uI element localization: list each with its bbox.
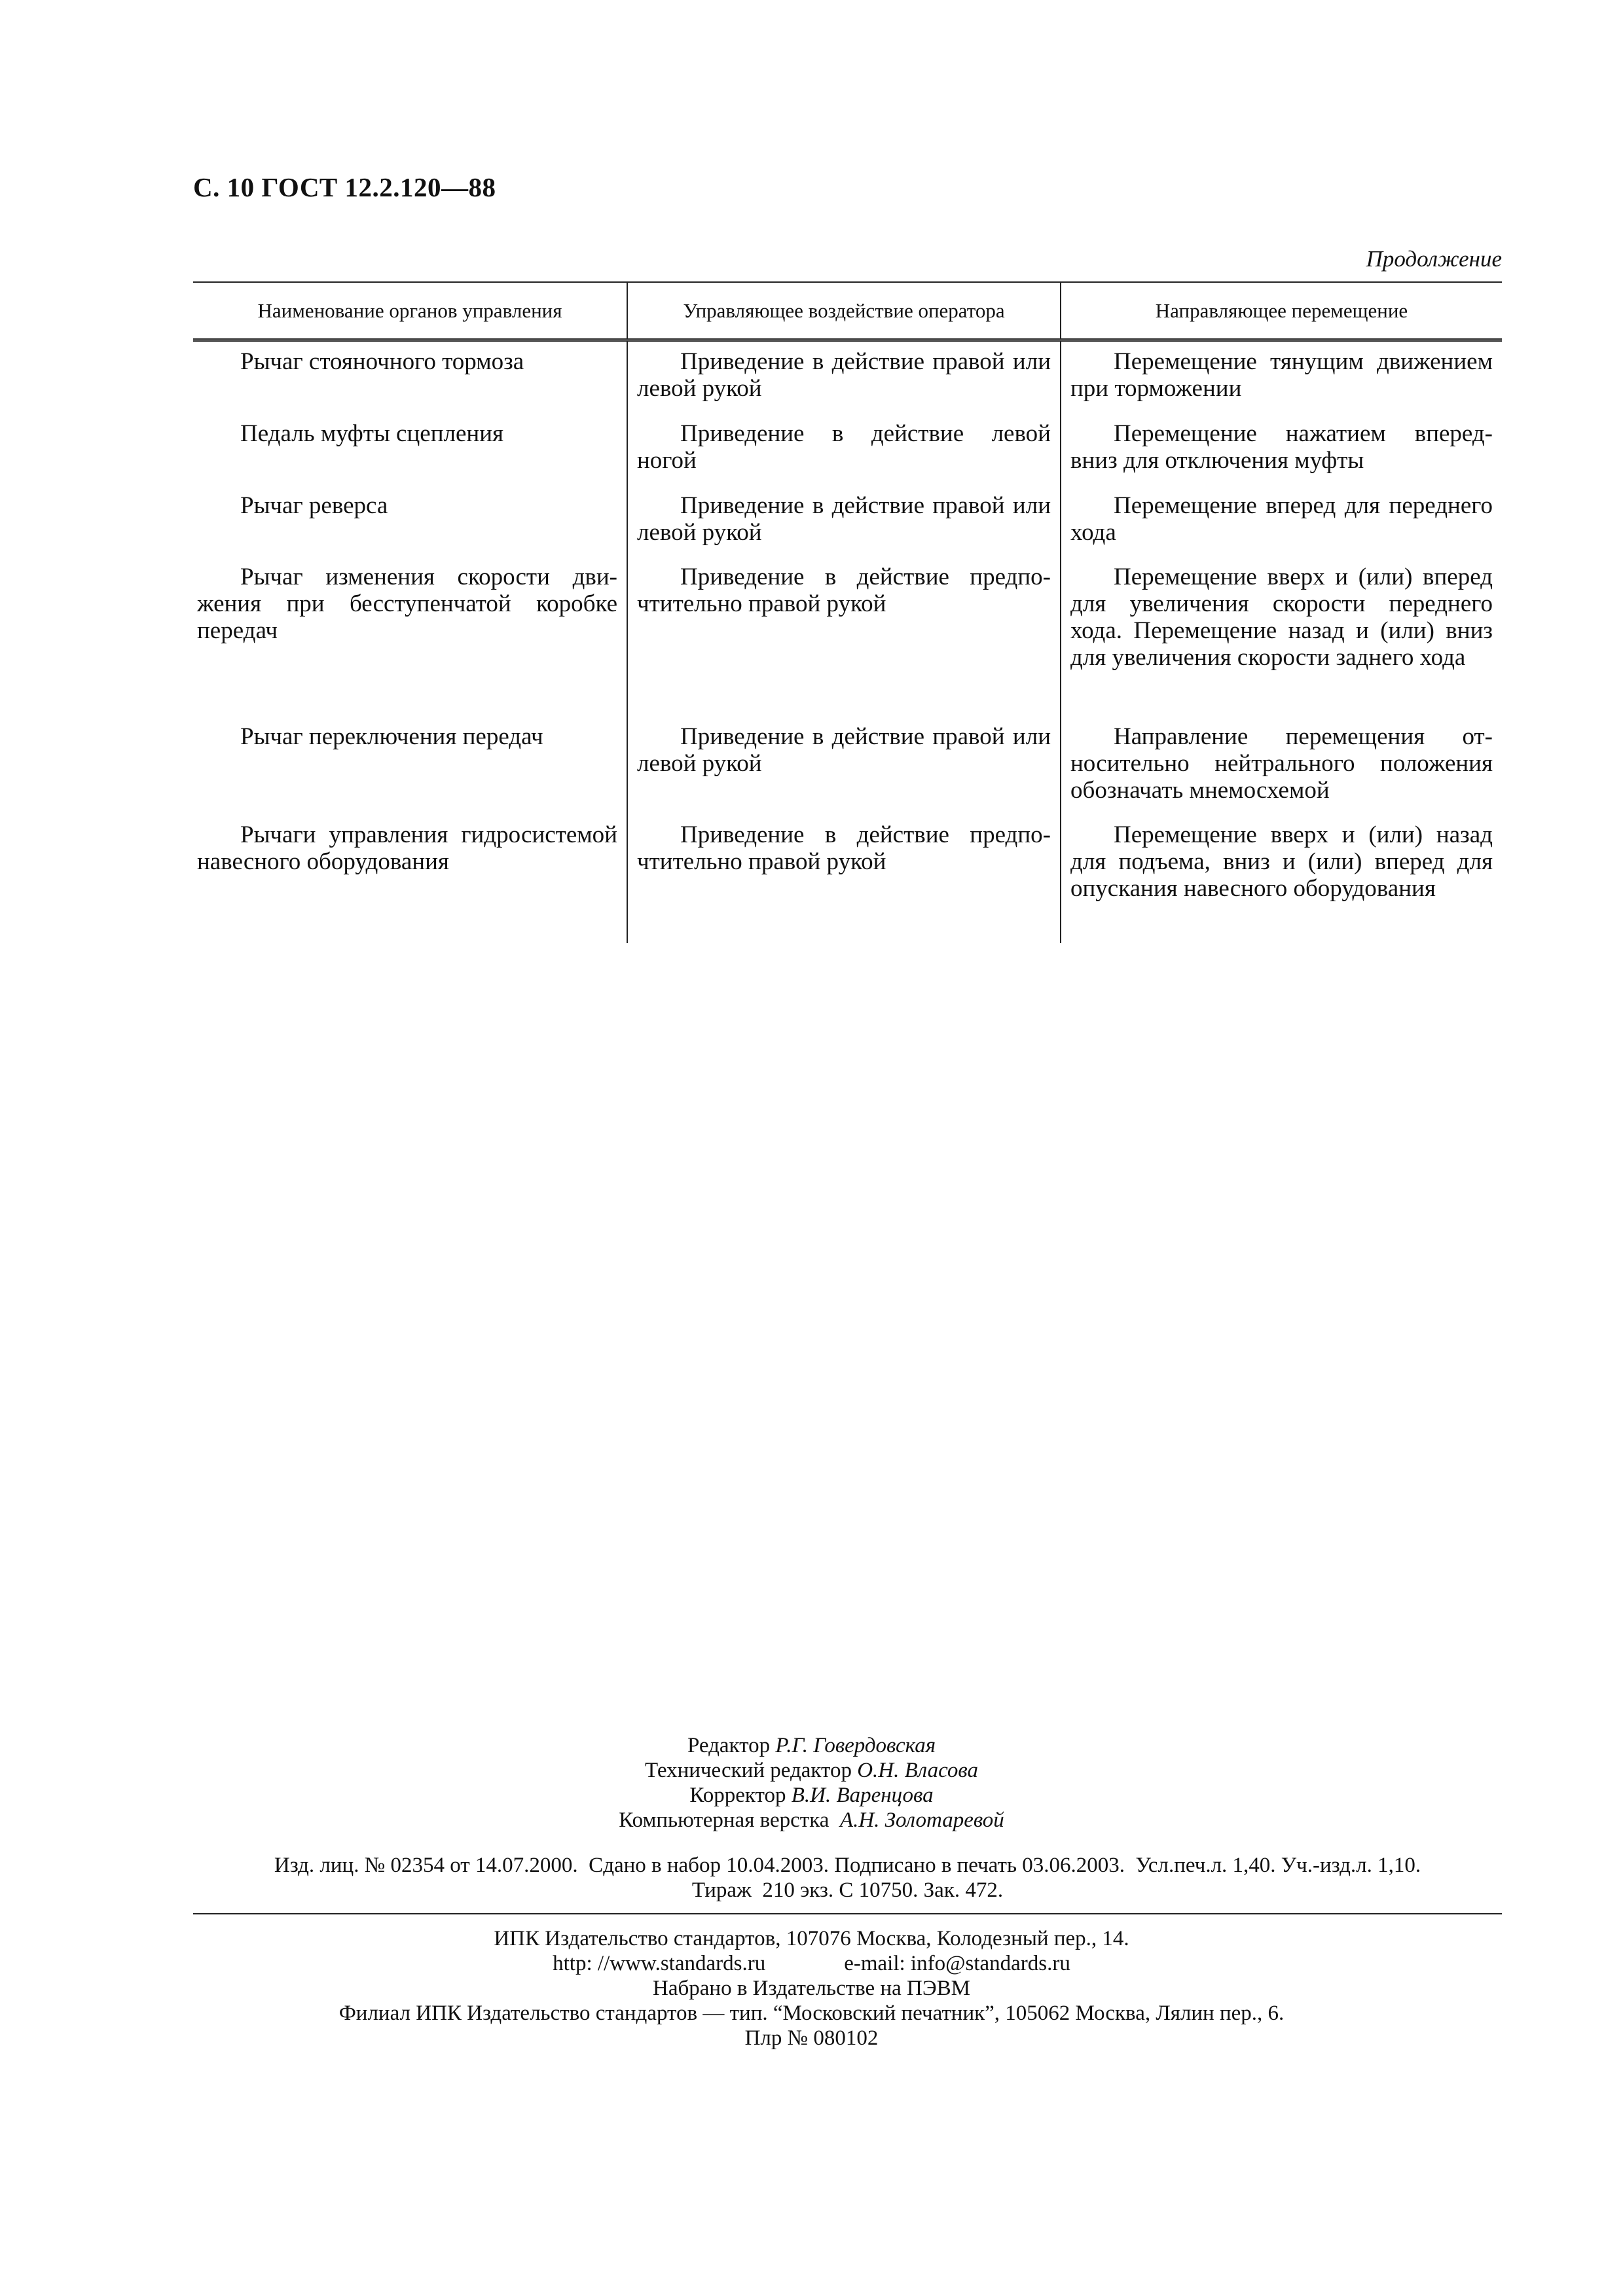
table-cell: Приведение в действие правой или левой рукой [637, 348, 1051, 402]
imprint-web-line [0, 1951, 1623, 1976]
page-header: С. 10 ГОСТ 12.2.120—88 [193, 172, 496, 202]
table-cell: Приведение в действие предпочтительно правой рукой [637, 821, 1051, 875]
credit-corrector [0, 1783, 1623, 1808]
table-cell: Приведение в действие левой ногой [637, 420, 1051, 474]
table-cell: Приведение в действие правой или левой рукой [637, 492, 1051, 546]
email-link[interactable]: e-mail: info@standards.ru [844, 1952, 1070, 1975]
credit-label: Технический редактор [644, 1759, 852, 1782]
table-cell: Приведение в действие правой или левой рукой [637, 723, 1051, 777]
column-header-control: Наименование органов управления [257, 298, 562, 322]
credit-label: Редактор [687, 1734, 771, 1757]
table-cell: Рычаг стояночного тормоза [240, 348, 524, 375]
imprint-line: Набрано в Издательстве на ПЭВМ [653, 1977, 970, 2000]
table-cell: Рычаг изменения скорости движения при бесступенчатой коробке передач [197, 564, 617, 644]
publication-info [193, 1853, 1502, 1903]
table-cell: Рычаги управления гидросистемой навесного оборудования [197, 821, 617, 875]
table-cell: Перемещение нажатием вперед-вниз для отключения муфты [1070, 420, 1493, 474]
table-cell: Рычаг реверса [240, 492, 388, 519]
column-movement [1060, 342, 1502, 943]
table-body [193, 342, 1502, 943]
table-cell: Перемещение вверх и (или) назад для подъема, вниз и (или) вперед для опускания навесного оборудования [1070, 821, 1493, 902]
credit-label: Корректор [689, 1784, 786, 1807]
publication-line: Изд. лиц. № 02354 от 14.07.2000. Сдано в набор 10.04.2003. Подписано в печать 03.06.2003. Усл.печ.л. 1,40. Уч.-изд.л. 1,10. [274, 1854, 1421, 1877]
credit-name: А.Н. Золотаревой [839, 1808, 1004, 1832]
table-cell: Направление перемещения относительно нейтрального положения обозначать мнемосхемой [1070, 723, 1493, 804]
credit-editor [0, 1733, 1623, 1758]
credit-layout [0, 1808, 1623, 1833]
column-header-movement: Направляющее перемещение [1060, 283, 1502, 338]
credit-tech-editor [0, 1758, 1623, 1783]
table-cell: Перемещение тянущим движением при торможении [1070, 348, 1493, 402]
credit-name: О.Н. Власова [857, 1759, 979, 1782]
controls-table [193, 281, 1502, 943]
column-control [193, 342, 627, 943]
credits-block [0, 1733, 1623, 1833]
continuation-label: Продолжение [1366, 246, 1502, 272]
website-link[interactable]: http: //www.standards.ru [553, 1952, 766, 1975]
imprint-line: Плр № 080102 [744, 2026, 879, 2050]
credit-name: В.И. Варенцова [791, 1784, 934, 1807]
credit-label: Компьютерная верстка [619, 1808, 830, 1832]
table-cell: Перемещение вверх и (или) вперед для увеличения скорости переднего хода. Перемещение назад и (или) вниз для увеличения скорости заднего хода [1070, 564, 1493, 671]
imprint-block [0, 1926, 1623, 2051]
imprint-line: Филиал ИПК Издательство стандартов — тип. “Московский печатник”, 105062 Москва, Лялин пер., 6. [338, 2001, 1285, 2025]
table-cell: Перемещение вперед для переднего хода [1070, 492, 1493, 546]
publication-line: Тираж 210 экз. С 10750. Зак. 472. [691, 1878, 1004, 1902]
imprint-line: ИПК Издательство стандартов, 107076 Москва, Колодезный пер., 14. [494, 1927, 1129, 1950]
column-action [627, 342, 1060, 943]
column-header-action: Управляющее воздействие оператора [627, 283, 1060, 338]
table-header [193, 281, 1502, 342]
table-cell: Педаль муфты сцепления [240, 420, 504, 447]
divider [193, 1913, 1502, 1914]
table-cell: Рычаг переключения передач [240, 723, 543, 750]
credit-name: Р.Г. Говердовская [775, 1734, 936, 1757]
table-cell: Приведение в действие предпочтительно правой рукой [637, 564, 1051, 617]
